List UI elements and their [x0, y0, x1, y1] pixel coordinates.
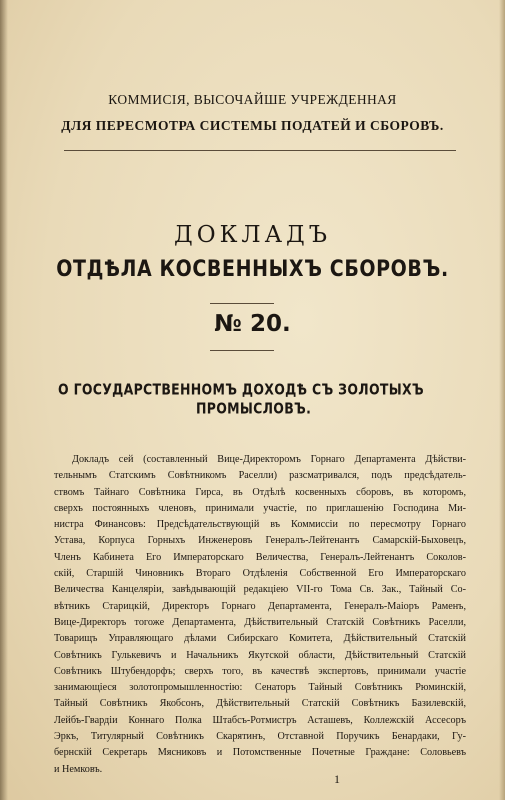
body-line: ствомъ Тайнаго Совѣтника Гирса, въ Отдѣлѣ косвенныхъ сборовъ, въ которомъ,	[54, 486, 466, 498]
header-divider	[64, 150, 456, 151]
body-paragraph	[54, 452, 466, 778]
report-department: ОТДѢЛА КОСВЕННЫХЪ СБОРОВЪ.	[56, 256, 449, 282]
subject-line-1: О ГОСУДАРСТВЕННОМЪ ДОХОДѢ СЪ ЗОЛОТЫХЪ	[58, 380, 424, 398]
page-number: 1	[334, 772, 340, 786]
body-line: Членъ Кабинета Его Императорскаго Величества, Генералъ-Лейтенантъ Соколов-	[54, 551, 466, 563]
body-line: Совѣтникъ Штубендорфъ; сверхъ того, въ качествѣ экспертовъ, принимали участіе	[54, 665, 466, 677]
body-line: Тайный Совѣтникъ Якобсонъ, Дѣйствительный Статскій Совѣтникъ Базилевскій,	[54, 698, 466, 710]
body-line: скій, Старшій Чиновникъ Втораго Отдѣленія Собственной Его Императорскаго	[54, 568, 466, 580]
report-title: ДОКЛАДЪ	[174, 222, 331, 248]
body-line: сверхъ постоянныхъ членовъ, принимали участіе, по приглашенію Господина Ми-	[54, 502, 466, 514]
body-line: тельнымъ Статскимъ Совѣтникомъ Раселли) разсматривался, подъ предсѣдатель-	[54, 470, 466, 482]
commission-purpose: ДЛЯ ПЕРЕСМОТРА СИСТЕМЫ ПОДАТЕЙ И СБОРОВЪ.	[61, 118, 444, 133]
body-line: бернскій Секретарь Мясниковъ и Потомственные Почетные Граждане: Соловьевъ	[54, 747, 466, 759]
number-divider-bottom	[210, 350, 274, 351]
number-divider-top	[210, 303, 274, 304]
report-number: № 20.	[214, 311, 291, 337]
body-line: Величества Канцеляріи, завѣдывающій редакціею VII-го Тома Св. Зак., Тайный Со-	[54, 584, 466, 596]
body-line: Вице-Директоръ тогоже Департамента, Дѣйствительный Статскій Совѣтникъ Раселли,	[54, 616, 466, 628]
body-line: Устава, Корпуса Горныхъ Инженеровъ Генералъ-Лейтенантъ Самарскій-Быховецъ,	[54, 535, 466, 547]
body-line: занимающіеся золотопромышленностію: Сенаторъ Тайный Совѣтникъ Рюминскій,	[54, 682, 466, 694]
body-line: Эркъ, Титулярный Совѣтникъ Скарятинъ, Отставной Поручикъ Бенардаки, Гу-	[54, 731, 466, 743]
body-line: Товарищъ Управляющаго дѣлами Сибирскаго Комитета, Дѣйствительный Статскій	[54, 633, 466, 645]
body-line: Лейбъ-Гвардіи Коннаго Полка Штабсъ-Ротмистръ Асташевъ, Коллежскій Ассесоръ	[54, 714, 466, 726]
body-line: Совѣтникъ Гулькевичъ и Начальникъ Якутской области, Дѣйствительный Статскій	[54, 649, 466, 661]
body-line: и Немковъ.	[54, 763, 103, 775]
body-line: Докладъ сей (составленный Вице-Директоромъ Горнаго Департамента Дѣйстви-	[72, 454, 466, 465]
commission-header: КОММИСІЯ, ВЫСОЧАЙШЕ УЧРЕЖДЕННАЯ	[108, 92, 397, 107]
body-line: вѣтникъ Старицкій, Директоръ Горнаго Департамента, Генералъ-Маіоръ Раменъ,	[54, 600, 466, 612]
body-line: нистра Финансовъ: Предсѣдательствующій въ Коммиссіи по пересмотру Горнаго	[54, 519, 466, 531]
subject-line-2: ПРОМЫСЛОВЪ.	[196, 399, 312, 417]
